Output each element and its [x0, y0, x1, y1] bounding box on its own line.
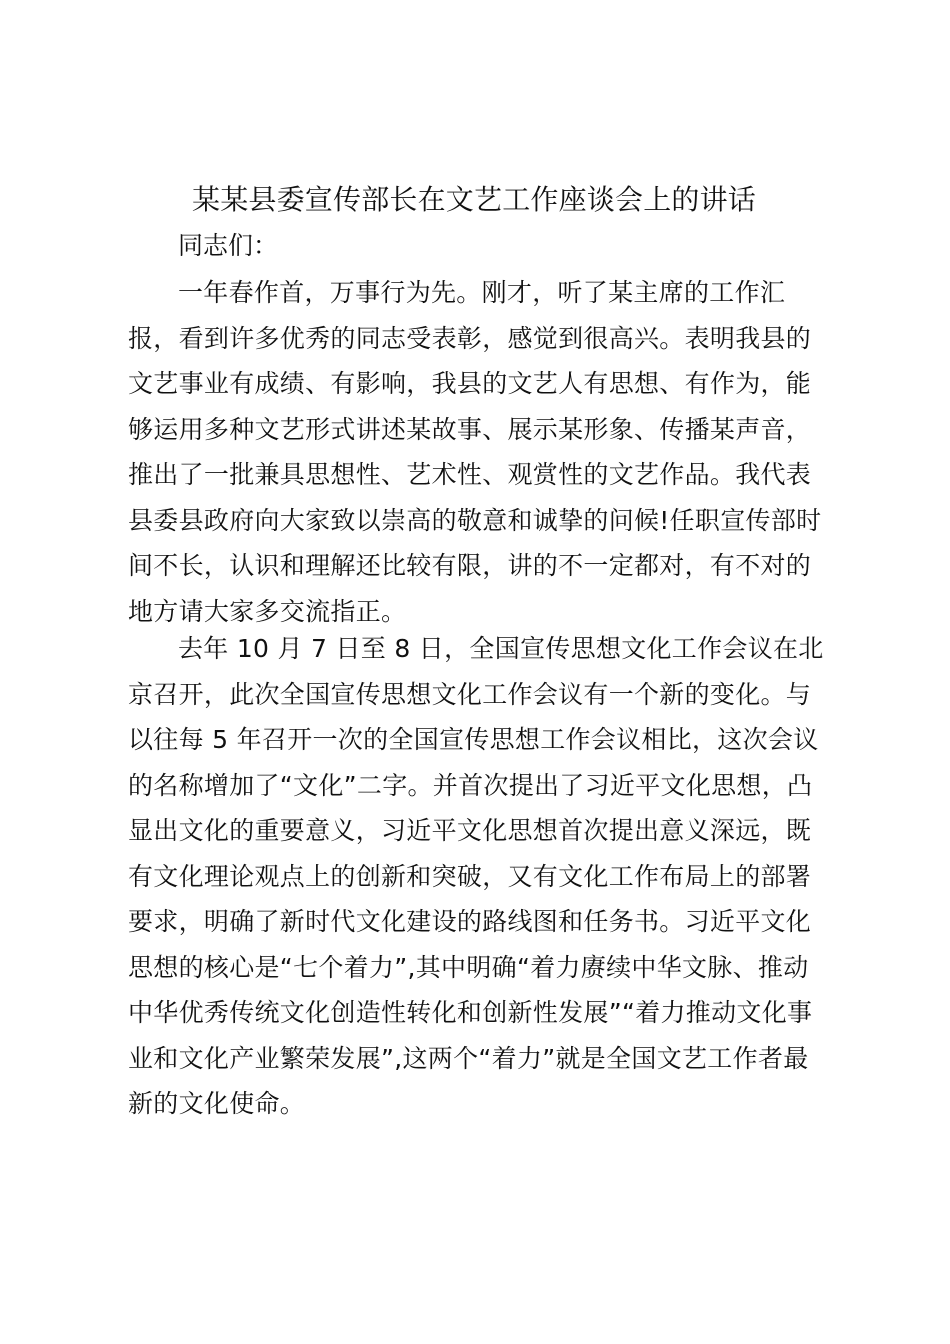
paragraph-line: 间不长，认识和理解还比较有限，讲的不一定都对，有不对的: [128, 551, 812, 580]
paragraph-line: 以往每 5 年召开一次的全国宣传思想工作会议相比，这次会议: [128, 725, 819, 754]
paragraph-line: 一年春作首，万事行为先。刚才，听了某主席的工作汇: [178, 278, 786, 307]
paragraph-line: 中华优秀传统文化创造性转化和创新性发展”“着力推动文化事: [128, 998, 813, 1027]
paragraph-line: 文艺事业有成绩、有影响，我县的文艺人有思想、有作为，能: [128, 369, 812, 398]
paragraph-line: 业和文化产业繁荣发展”,这两个“着力”就是全国文艺工作者最: [128, 1043, 809, 1073]
paragraph-line: 要求，明确了新时代文化建设的路线图和任务书。习近平文化: [128, 907, 812, 936]
paragraph-line: 新的文化使命。: [128, 1089, 306, 1118]
paragraph-line: 的名称增加了“文化”二字。并首次提出了习近平文化思想，凸: [128, 770, 813, 800]
paragraph-line: 推出了一批兼具思想性、艺术性、观赏性的文艺作品。我代表: [128, 460, 812, 489]
paragraph-line: 有文化理论观点上的创新和突破，又有文化工作布局上的部署: [128, 861, 812, 891]
paragraph-line: 报，看到许多优秀的同志受表彰，感觉到很高兴。表明我县的: [128, 323, 812, 353]
paragraph-line: 思想的核心是“七个着力”,其中明确“着力赓续中华文脉、推动: [128, 952, 809, 982]
paragraph-line: 县委县政府向大家致以崇高的敬意和诚挚的问候!任职宣传部时: [128, 505, 822, 535]
salutation: 同志们：: [178, 231, 279, 260]
paragraph-line: 显出文化的重要意义，习近平文化思想首次提出意义深远，既: [128, 816, 812, 845]
paragraph-opening: [128, 270, 828, 634]
paragraph-line: 去年 10 月 7 日至 8 日，全国宣传思想文化工作会议在北: [178, 634, 824, 663]
paragraph-conference: [128, 626, 828, 1127]
paragraph-line: 京召开，此次全国宣传思想文化工作会议有一个新的变化。与: [128, 679, 812, 709]
paragraph-line: 够运用多种文艺形式讲述某故事、展示某形象、传播某声音，: [128, 414, 812, 444]
document-title: 某某县委宣传部长在文艺工作座谈会上的讲话: [192, 183, 757, 216]
paragraph-line: 地方请大家多交流指正。: [128, 596, 407, 626]
